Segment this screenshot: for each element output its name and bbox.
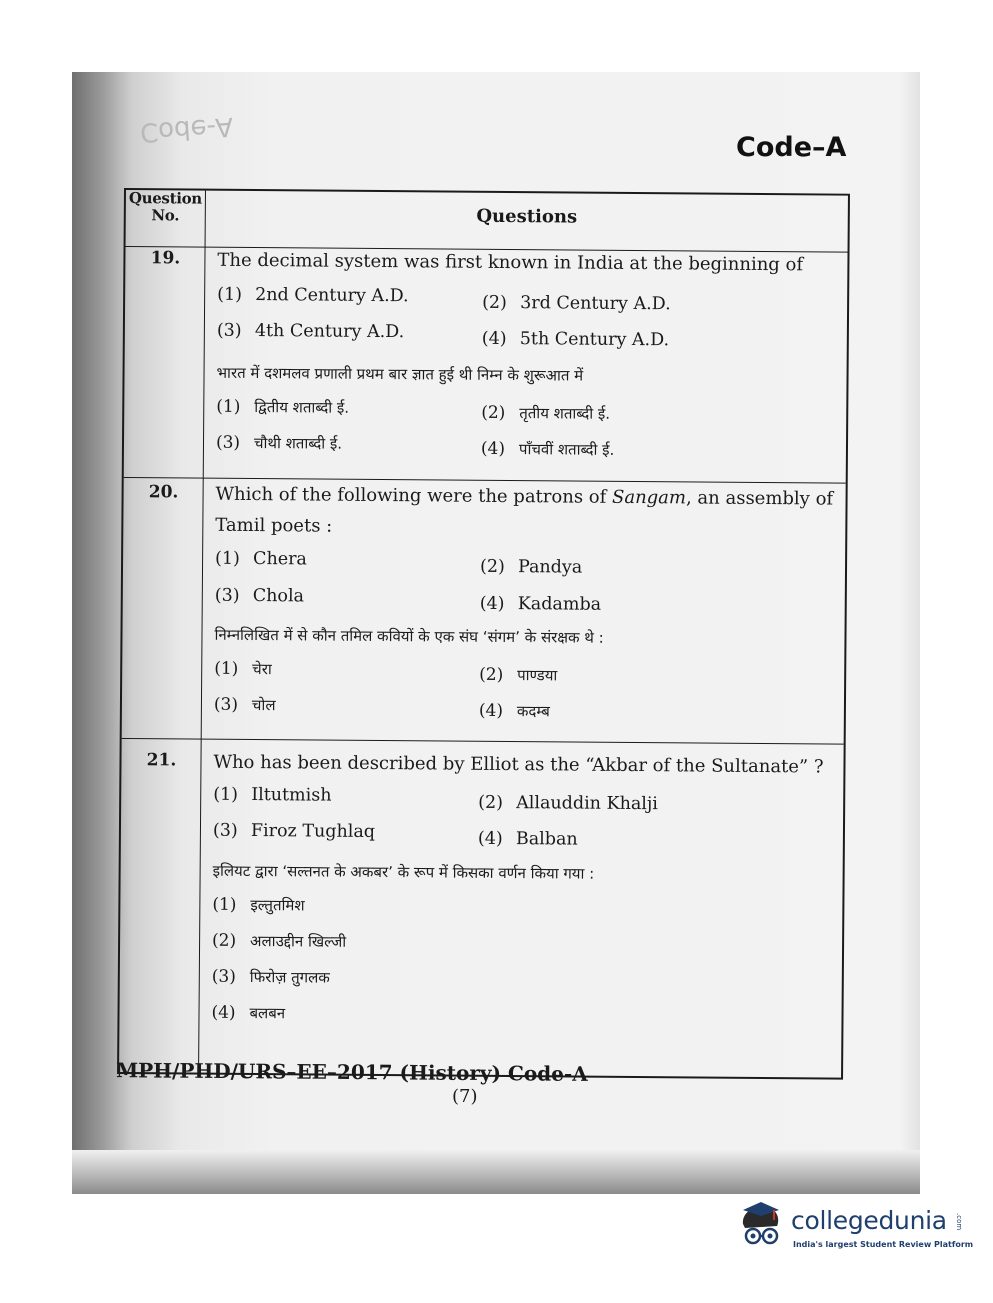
option-text: Balban — [515, 829, 578, 850]
option-text: Chera — [253, 549, 307, 570]
hindi-option — [481, 439, 614, 460]
option-number: (3) — [216, 320, 242, 341]
option-number: (3) — [214, 585, 240, 606]
option-number: (4) — [211, 1002, 236, 1023]
option-number: (1) — [216, 396, 241, 417]
option-number: (3) — [213, 694, 239, 715]
option — [480, 594, 602, 615]
option-number: (1) — [214, 658, 239, 679]
option — [215, 549, 307, 570]
hindi-option — [479, 665, 557, 686]
page-number: (7) — [452, 1086, 478, 1107]
option-number: (3) — [211, 966, 236, 987]
hindi-option — [214, 659, 272, 679]
option — [478, 793, 658, 814]
page-edge-shadow — [900, 72, 920, 1194]
page-code: Code–A — [736, 132, 847, 163]
question-text — [215, 479, 839, 546]
hindi-option — [481, 403, 610, 424]
hindi-option — [212, 967, 330, 988]
option-text: Chola — [252, 586, 305, 607]
column-divider — [198, 191, 206, 1073]
option-text: Iltutmish — [251, 785, 332, 806]
question-number: 20. — [148, 482, 179, 503]
option — [213, 821, 375, 842]
option-text: फिरोज़ तुगलक — [249, 968, 330, 987]
option-text: तृतीय शताब्दी ई. — [519, 404, 611, 423]
option-number: (1) — [213, 784, 239, 805]
option-number: (1) — [215, 548, 240, 569]
column-header-question-no: Question No. — [128, 189, 203, 225]
student-mascot-icon — [733, 1200, 789, 1256]
scan-bottom-shadow — [72, 1150, 920, 1194]
option — [213, 785, 331, 806]
option-number: (2) — [479, 556, 505, 578]
option-text: अलाउद्दीन खिल्जी — [250, 932, 347, 951]
option-text: 5th Century A.D. — [519, 329, 670, 351]
option-text: पाण्डया — [517, 666, 558, 685]
option-number: (1) — [212, 894, 237, 915]
option-text: 2nd Century A.D. — [255, 285, 409, 307]
option-number: (3) — [215, 432, 241, 453]
option-text: 4th Century A.D. — [254, 321, 405, 343]
option — [478, 829, 578, 850]
option-number: (4) — [479, 593, 505, 615]
hindi-question-text: इलियट द्वारा ‘सल्तनत के अकबर’ के रूप में किसका वर्णन किया गया : — [212, 861, 595, 883]
option-text: चेरा — [252, 660, 272, 679]
question-number: 21. — [146, 750, 177, 771]
question-text-part: , an assembly of Tamil poets : — [215, 487, 834, 537]
question-text: The decimal system was first known in India at the beginning of — [217, 249, 804, 276]
option-text: द्वितीय शताब्दी ई. — [254, 398, 350, 417]
bleed-through-code: Code-A — [139, 110, 235, 148]
hindi-option — [214, 695, 276, 715]
brand-suffix: .com — [955, 1213, 963, 1231]
exam-code-footer: MPH/PHD/URS–EE–2017 (History) Code-A — [115, 1058, 588, 1086]
question-table — [117, 188, 850, 1080]
hindi-option — [216, 433, 342, 454]
option-number: (2) — [479, 664, 504, 685]
question-text-italic: Sangam — [611, 486, 687, 509]
option-text: Pandya — [517, 557, 583, 578]
option-number: (4) — [481, 328, 507, 350]
option-number: (2) — [481, 402, 506, 424]
option-text: इल्तुतमिश — [250, 896, 305, 915]
collegedunia-logo — [733, 1200, 974, 1260]
hindi-option — [216, 397, 349, 418]
option-text: पाँचवीं शताब्दी ई. — [518, 440, 615, 459]
column-header-questions: Questions — [476, 205, 578, 228]
option-number: (4) — [477, 828, 503, 849]
hindi-question-text: निम्नलिखित में से कौन तमिल कवियों के एक संघ ‘संगम’ के संरक्षक थे : — [214, 625, 604, 647]
brand-name: collegedunia — [791, 1206, 947, 1235]
question-number: 19. — [150, 248, 181, 269]
option — [215, 586, 304, 607]
option-number: (1) — [217, 284, 243, 305]
option-number: (3) — [212, 820, 238, 841]
row-divider — [122, 738, 844, 745]
question-text: Who has been described by Elliot as the “Akbar of the Sultanate” ? — [213, 751, 824, 778]
hindi-option — [211, 1003, 285, 1024]
option — [482, 329, 669, 350]
hindi-option — [212, 931, 346, 952]
brand-tagline: India's largest Student Review Platform — [793, 1240, 974, 1249]
option-text: चौथी शताब्दी ई. — [253, 434, 343, 453]
question-text-part: Which of the following were the patrons of — [215, 483, 613, 508]
option-number: (4) — [480, 438, 506, 460]
option-text: Kadamba — [517, 594, 602, 615]
option-text: बलबन — [249, 1004, 286, 1023]
option-number: (2) — [482, 292, 507, 314]
option-text: Allauddin Khalji — [516, 793, 659, 815]
option-text: 3rd Century A.D. — [520, 293, 671, 315]
hindi-option — [212, 895, 304, 916]
option — [217, 285, 409, 307]
option-number: (2) — [212, 930, 237, 951]
option — [480, 557, 582, 578]
option-number: (2) — [478, 792, 504, 813]
option — [482, 293, 671, 314]
option-text: कदम्ब — [516, 702, 550, 721]
option — [217, 321, 404, 342]
option-number: (4) — [478, 700, 504, 721]
hindi-question-text: भारत में दशमलव प्रणाली प्रथम बार ज्ञात हुई थी निम्न के शुरूआत में — [216, 363, 584, 385]
option-text: चोल — [251, 696, 276, 715]
option-text: Firoz Tughlaq — [250, 821, 376, 842]
hindi-option — [479, 701, 550, 722]
